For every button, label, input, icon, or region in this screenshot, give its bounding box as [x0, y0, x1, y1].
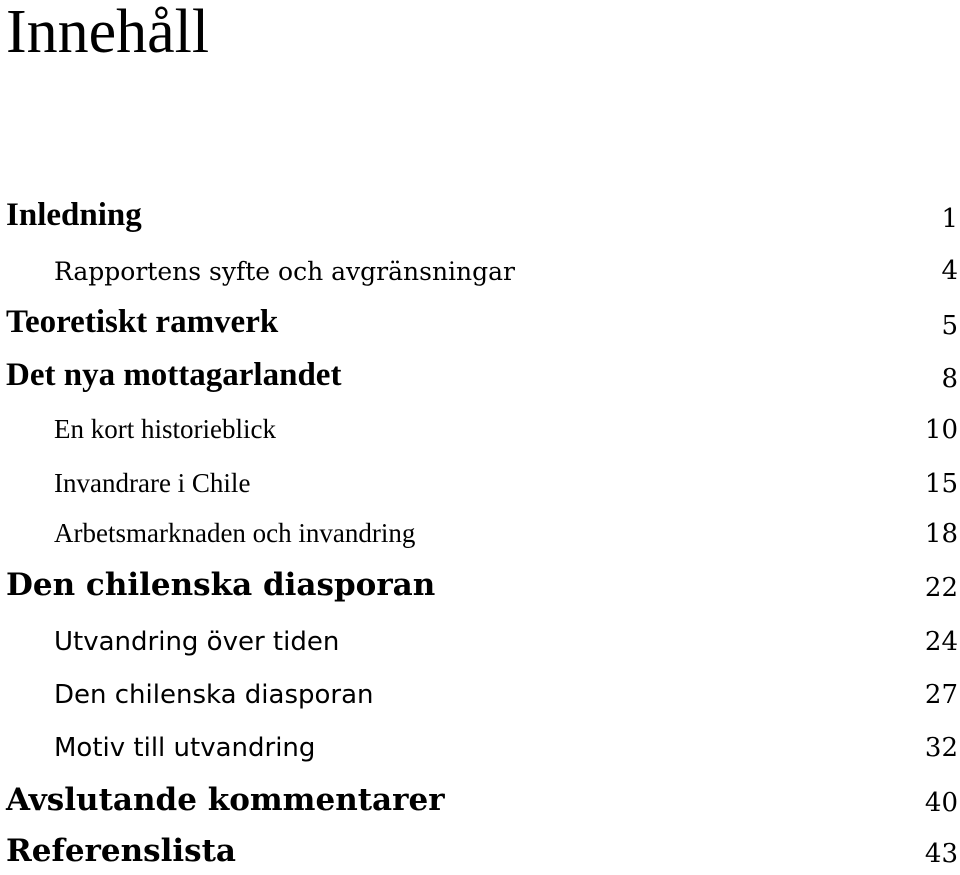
toc-entry-motiv-till-utvandring[interactable] [0, 729, 960, 769]
toc-entry-page-number: 18 [924, 519, 958, 549]
toc-entry-page-number: 43 [924, 839, 958, 869]
toc-entry-title: Motiv till utvandring [54, 733, 316, 763]
toc-entry-page-number: 27 [924, 680, 958, 710]
toc-entry-page-number: 32 [924, 733, 958, 763]
toc-entry-inledning[interactable] [0, 197, 960, 240]
toc-entry-page-number: 4 [941, 256, 958, 286]
toc-entry-utvandring-over-tiden[interactable] [0, 623, 960, 663]
toc-entry-title: Referenslista [6, 833, 237, 869]
toc-entry-page-number: 8 [941, 364, 958, 394]
toc-entry-title: En kort historieblick [54, 414, 276, 444]
toc-entry-title: Rapportens syfte och avgränsningar [54, 257, 515, 286]
toc-entry-en-kort-historieblick[interactable] [0, 411, 960, 451]
toc-entry-title: Inledning [6, 197, 142, 233]
toc-entry-page-number: 40 [924, 788, 958, 818]
toc-entry-title: Teoretiskt ramverk [6, 304, 279, 340]
toc-entry-title: Arbetsmarknaden och invandring [54, 518, 416, 548]
toc-entry-den-chilenska-diasporan[interactable] [0, 569, 960, 609]
toc-entry-page-number: 24 [924, 627, 958, 657]
toc-entry-title: Invandrare i Chile [54, 468, 251, 498]
toc-entry-title: Det nya mottagarlandet [6, 357, 342, 393]
toc-entry-arbetsmarknaden[interactable] [0, 515, 960, 555]
toc-entry-title: Den chilenska diasporan [6, 567, 436, 603]
toc-entry-page-number: 15 [924, 469, 958, 499]
toc-entry-referenslista[interactable] [0, 835, 960, 875]
toc-entry-title: Utvandring över tiden [54, 627, 340, 657]
toc-entry-det-nya-mottagarlandet[interactable] [0, 357, 960, 400]
toc-entry-title: Den chilenska diasporan [54, 680, 374, 710]
toc-entry-avslutande-kommentarer[interactable] [0, 784, 960, 824]
toc-entry-page-number: 5 [941, 311, 958, 341]
toc-entry-page-number: 22 [924, 573, 958, 603]
toc-entry-teoretiskt-ramverk[interactable] [0, 304, 960, 347]
toc-entry-title: Avslutande kommentarer [6, 782, 445, 818]
toc-entry-rapportens-syfte[interactable] [0, 252, 960, 292]
toc-entry-page-number: 10 [924, 415, 958, 445]
toc-entry-page-number: 1 [941, 204, 958, 234]
toc-entry-invandrare-i-chile[interactable] [0, 465, 960, 505]
toc-entry-den-chilenska-diasporan-sub[interactable] [0, 676, 960, 716]
page-title: Innehåll [6, 0, 210, 66]
